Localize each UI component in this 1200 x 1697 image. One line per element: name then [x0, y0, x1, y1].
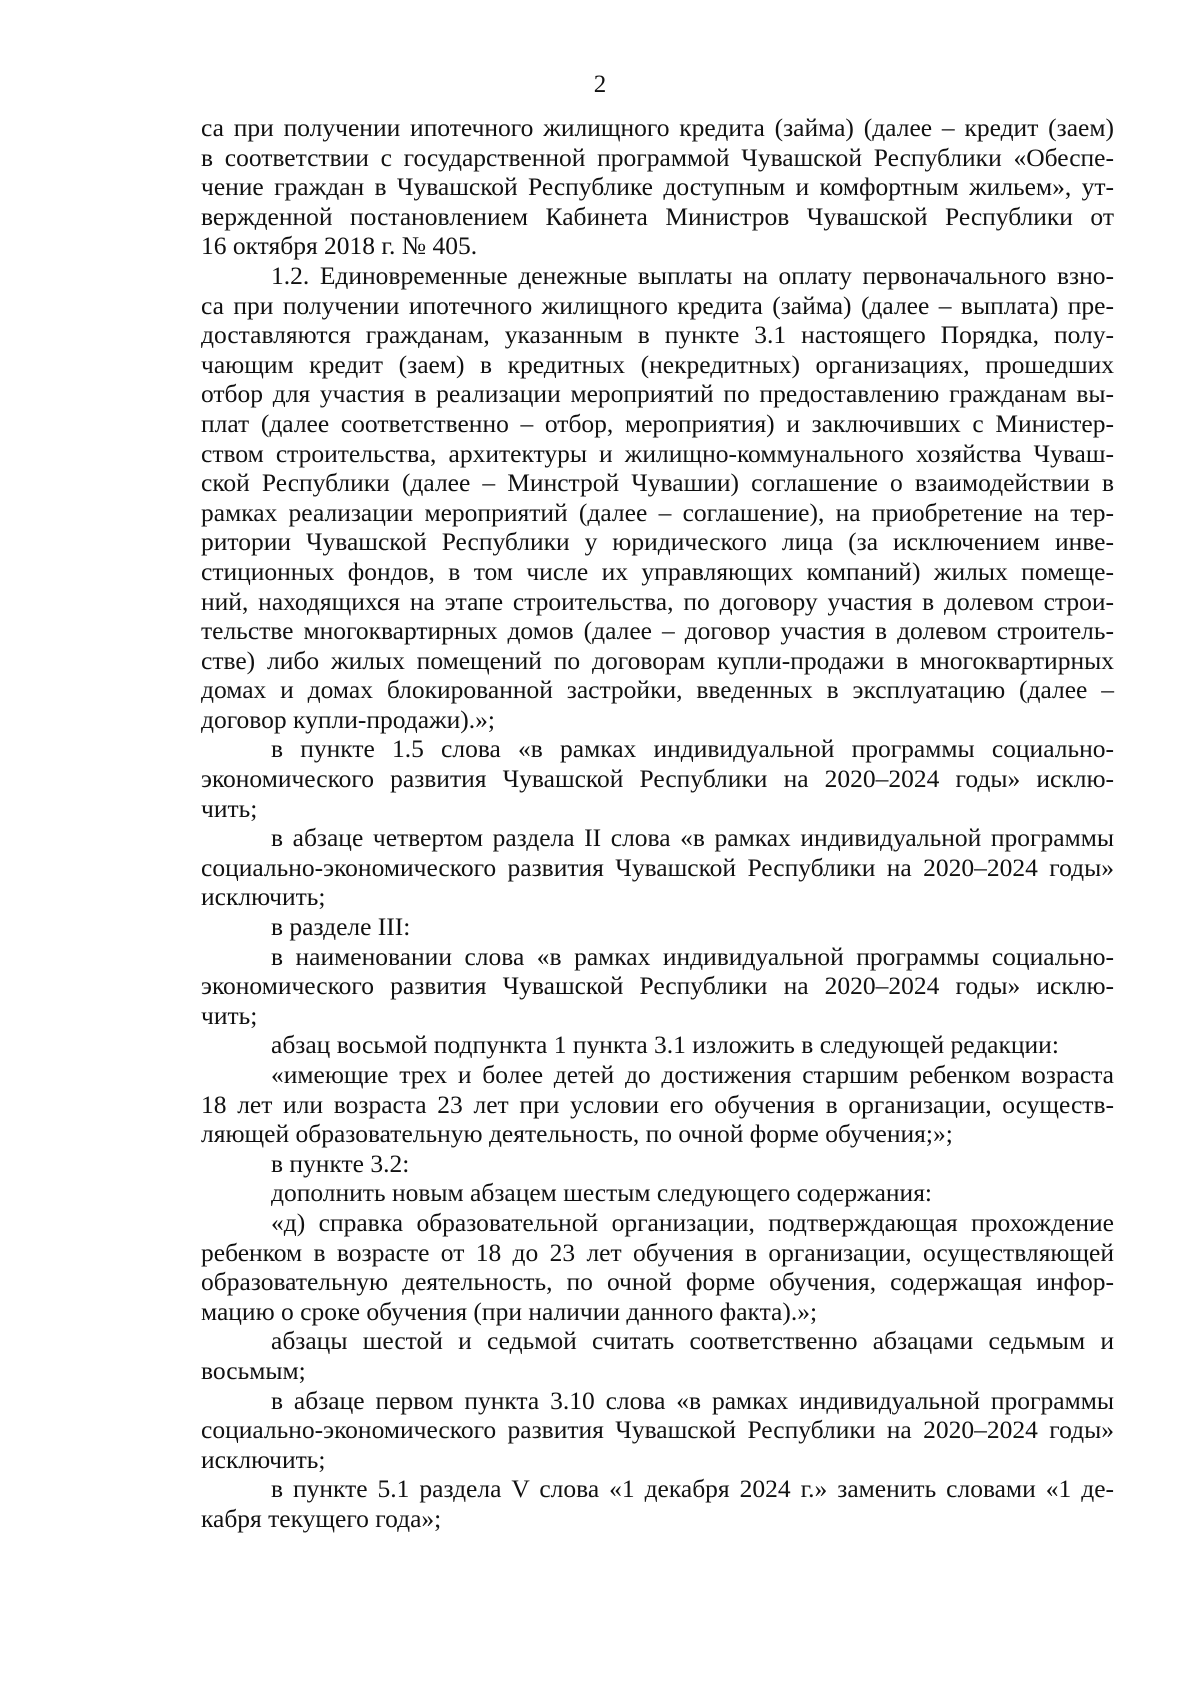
text-line: экономического развития Чувашской Республики на 2020–2024 годы» исклю- — [201, 971, 1114, 1001]
text-line: са при получении ипотечного жилищного кредита (займа) (далее – кредит (заем) — [201, 113, 1114, 142]
text-line: «имеющие трех и более детей до достижения старшим ребенком возраста — [271, 1060, 1114, 1089]
text-line: чить; — [201, 1000, 258, 1030]
text-line: «д) справка образовательной организации, подтверждающая прохождение — [271, 1207, 1114, 1237]
text-line: ний, находящихся на этапе строительства, по договору участия в долевом строи- — [201, 586, 1114, 616]
text-line: исключить; — [201, 882, 326, 912]
text-line: в разделе III: — [271, 912, 411, 942]
text-line: вержденной постановлением Кабинета Министров Чувашской Республики от — [201, 201, 1114, 231]
text-line: ской Республики (далее – Минстрой Чувашии) соглашение о взаимодействии в — [201, 468, 1114, 498]
text-line: в пункте 5.1 раздела V слова «1 декабря 2024 г.» заменить словами «1 де- — [271, 1474, 1114, 1504]
text-line: мацию о сроке обучения (при наличии данного факта).»; — [201, 1296, 818, 1326]
text-line: абзац восьмой подпункта 1 пункта 3.1 изложить в следующей редакции: — [271, 1030, 1059, 1060]
text-line: восьмым; — [201, 1355, 306, 1385]
text-line: ляющей образовательную деятельность, по очной форме обучения;»; — [201, 1119, 953, 1149]
text-line: исключить; — [201, 1444, 326, 1474]
text-line: стве) либо жилых помещений по договорам купли-продажи в многоквартирных — [201, 645, 1114, 675]
text-line: домах и домах блокированной застройки, введенных в эксплуатацию (далее – — [201, 675, 1114, 705]
text-line: 1.2. Единовременные денежные выплаты на оплату первоначального взно- — [271, 260, 1114, 290]
text-line: образовательную деятельность, по очной форме обучения, содержащая инфор- — [201, 1267, 1114, 1297]
text-line: ритории Чувашской Республики у юридического лица (за исключением инве- — [201, 527, 1114, 557]
text-line: 18 лет или возраста 23 лет при условии его обучения в организации, осуществ- — [201, 1089, 1114, 1119]
text-line: чение граждан в Чувашской Республике доступным и комфортным жильем», ут- — [201, 172, 1114, 202]
text-line: стиционных фондов, в том числе их управляющих компаний) жилых помеще- — [201, 556, 1114, 586]
page-number: 2 — [593, 71, 607, 98]
text-line: экономического развития Чувашской Республики на 2020–2024 годы» исклю- — [201, 764, 1114, 794]
text-line: в соответствии с государственной программой Чувашской Республики «Обеспе- — [201, 142, 1114, 172]
document-body — [201, 113, 1114, 1534]
text-line: в абзаце четвертом раздела II слова «в рамках индивидуальной программы — [271, 823, 1114, 853]
text-line: в абзаце первом пункта 3.10 слова «в рамках индивидуальной программы — [271, 1385, 1114, 1415]
text-line: в пункте 3.2: — [271, 1148, 410, 1178]
text-line: рамках реализации мероприятий (далее – соглашение), на приобретение на тер- — [201, 497, 1114, 527]
text-line: 16 октября 2018 г. № 405. — [201, 231, 478, 261]
text-line: кабря текущего года»; — [201, 1503, 442, 1533]
text-line: отбор для участия в реализации мероприятий по предоставлению гражданам вы- — [201, 379, 1114, 409]
text-line: чить; — [201, 793, 258, 823]
text-line: в наименовании слова «в рамках индивидуальной программы социально- — [271, 941, 1114, 971]
text-line: са при получении ипотечного жилищного кредита (займа) (далее – выплата) пре- — [201, 290, 1114, 320]
text-line: чающим кредит (заем) в кредитных (некредитных) организациях, прошедших — [201, 349, 1114, 379]
text-line: ством строительства, архитектуры и жилищно-коммунального хозяйства Чуваш- — [201, 438, 1114, 468]
text-line: плат (далее соответственно – отбор, мероприятия) и заключивших с Министер- — [201, 408, 1114, 438]
text-line: абзацы шестой и седьмой считать соответственно абзацами седьмым и — [271, 1326, 1114, 1356]
text-line: договор купли-продажи).»; — [201, 704, 495, 734]
text-line: доставляются гражданам, указанным в пункте 3.1 настоящего Порядка, полу- — [201, 320, 1114, 350]
text-line: дополнить новым абзацем шестым следующего содержания: — [271, 1178, 933, 1208]
text-line: социально-экономического развития Чувашской Республики на 2020–2024 годы» — [201, 852, 1114, 882]
text-line: социально-экономического развития Чувашской Республики на 2020–2024 годы» — [201, 1415, 1114, 1445]
text-line: ребенком в возрасте от 18 до 23 лет обучения в организации, осуществляющей — [201, 1237, 1114, 1267]
text-line: в пункте 1.5 слова «в рамках индивидуальной программы социально- — [271, 734, 1114, 764]
text-line: тельстве многоквартирных домов (далее – договор участия в долевом строитель- — [201, 616, 1114, 646]
